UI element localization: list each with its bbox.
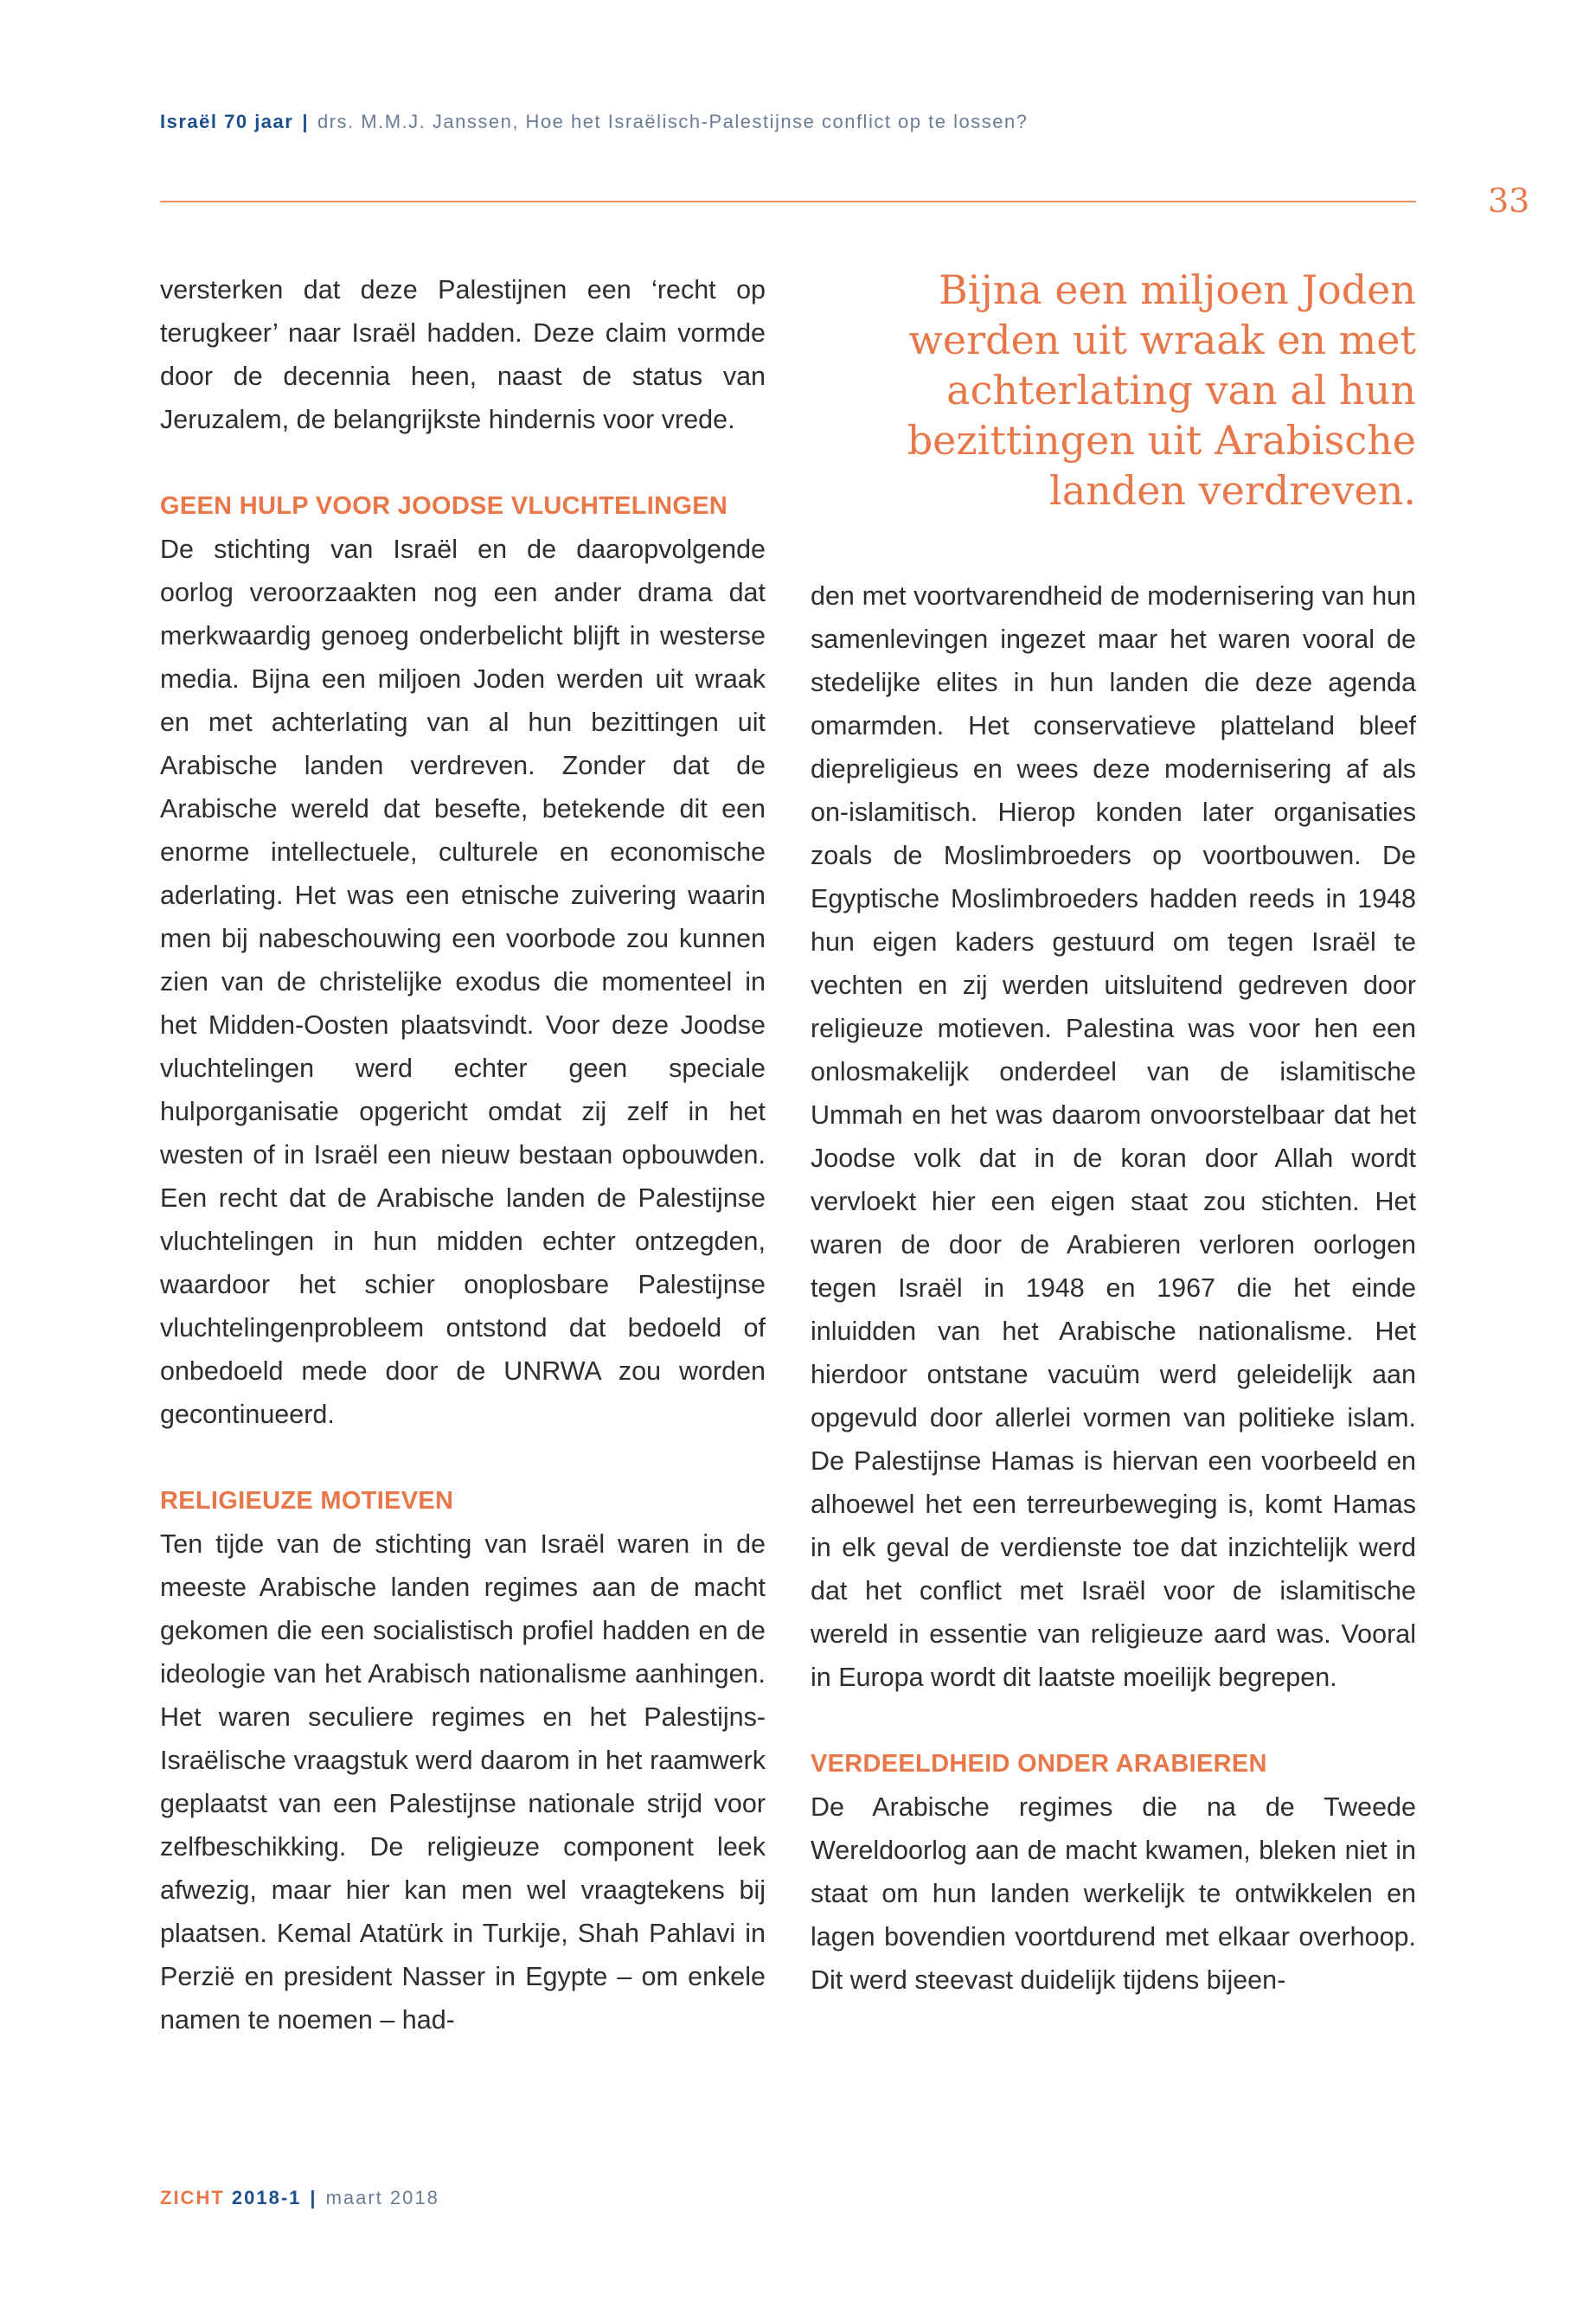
page-number: 33 — [1488, 182, 1530, 220]
left-column — [160, 268, 766, 2041]
right-column — [811, 574, 1416, 2002]
magazine-name: ZICHT — [160, 2187, 225, 2208]
section-paragraph-verdeeldheid: De Arabische regimes die na de Tweede Wereldoorlog aan de macht kwamen, bleken niet in staat om hun landen werkelijk te ontwikkelen en lagen bovendien voortdurend met elkaar overhoop. Dit werd steevast duidelijk tijdens bijeen- — [811, 1792, 1416, 1995]
issue-date: maart 2018 — [325, 2187, 439, 2208]
header-divider — [160, 201, 1416, 202]
section-heading-religieuze-motieven: RELIGIEUZE MOTIEVEN — [160, 1487, 454, 1515]
continuation-paragraph: den met voortvarendheid de modernisering van hun samenlevingen ingezet maar het waren vooral de stedelijke elites in hun landen die deze agenda omarmden. Het conservatieve platteland bleef diepreligieus en wees deze modernisering af als on-islamitisch. Hierop konden later organisaties zoals de Moslimbroeders op voortbouwen. De Egyptische Moslimbroeders hadden reeds in 1948 hun eigen kaders gestuurd om tegen Israël te vechten en zij werden uitsluitend gedreven door religieuze motieven. Palestina was voor hen een onlosmakelijk onderdeel van de islamitische Ummah en het was daarom onvoorstelbaar dat het Joodse volk dat in de koran door Allah wordt vervloekt hier een eigen staat zou stichten. Het waren de door de Arabieren verloren oorlogen tegen Israël in 1948 en 1967 die het einde inluidden van het Arabische nationalisme. Het hierdoor ontstane vacuüm werd geleidelijk aan opgevuld door allerlei vormen van politieke islam. De Palestijnse Hamas is hiervan een voorbeeld en alhoewel het een terreurbeweging is, komt Hamas in elk geval de verdienste toe dat inzichtelijk werd dat het conflict met Israël voor de islamitische wereld in essentie van religieuze aard was. Vooral in Europa wordt dit laatste moeilijk begrepen. — [811, 581, 1416, 1692]
section-paragraph-joodse-vluchtelingen: De stichting van Israël en de daaropvolgende oorlog veroorzaakten nog een ander drama dat merkwaardig genoeg onderbelicht blijft in westerse media. Bijna een miljoen Joden werden uit wraak en met achterlating van al hun bezittingen uit Arabische landen verdreven. Zonder dat de Arabische wereld dat besefte, betekende dit een enorme intellectuele, culturele en economische aderlating. Het was een etnische zuivering waarin men bij nabeschouwing een voorbode zou kunnen zien van de christelijke exodus die momenteel in het Midden-Oosten plaatsvindt. Voor deze Joodse vluchtelingen werd echter geen speciale hulporganisatie opgericht omdat zij zelf in het westen of in Israël een nieuw bestaan opbouwden. Een recht dat de Arabische landen de Palestijnse vluchtelingen in hun midden echter ontzegden, waardoor het schier onoplosbare Palestijnse vluchtelingenprobleem ontstond dat bedoeld of onbedoeld mede door de UNRWA zou worden gecontinueerd. — [160, 535, 766, 1429]
section-heading-joodse-vluchtelingen: GEEN HULP VOOR JOODSE VLUCHTELINGEN — [160, 492, 728, 520]
issue-number: 2018-1 — [231, 2187, 302, 2208]
article-title: drs. M.M.J. Janssen, Hoe het Israëlisch-Palestijnse conflict op te lossen? — [317, 111, 1029, 132]
pull-quote: Bijna een miljoen Joden werden uit wraak en met achterlating van al hun bezittingen uit Arabische landen verdreven. — [907, 266, 1416, 514]
running-header — [160, 111, 1028, 133]
footer-separator: | — [310, 2187, 317, 2208]
section-paragraph-religieuze-motieven: Ten tijde van de stichting van Israël waren in de meeste Arabische landen regimes aan de macht gekomen die een socialistisch profiel hadden en de ideologie van het Arabisch nationalisme aanhingen. Het waren seculiere regimes en het Palestijns-Israëlische vraagstuk werd daarom in het raamwerk geplaatst van een Palestijnse nationale strijd voor zelfbeschikking. De religieuze component leek afwezig, maar hier kan men wel vraagtekens bij plaatsen. Kemal Atatürk in Turkije, Shah Pahlavi in Perzië en president Nasser in Egypte – om enkele namen te noemen – had- — [160, 1529, 766, 2035]
intro-paragraph: versterken dat deze Palestijnen een ‘recht op terugkeer’ naar Israël hadden. Deze claim vormde door de decennia heen, naast de status van Jeruzalem, de belangrijkste hindernis voor vrede. — [160, 275, 766, 434]
page-footer — [160, 2187, 439, 2209]
header-separator: | — [302, 111, 309, 132]
section-heading-verdeeldheid: VERDEELDHEID ONDER ARABIEREN — [811, 1750, 1267, 1778]
series-title: Israël 70 jaar — [160, 111, 294, 132]
